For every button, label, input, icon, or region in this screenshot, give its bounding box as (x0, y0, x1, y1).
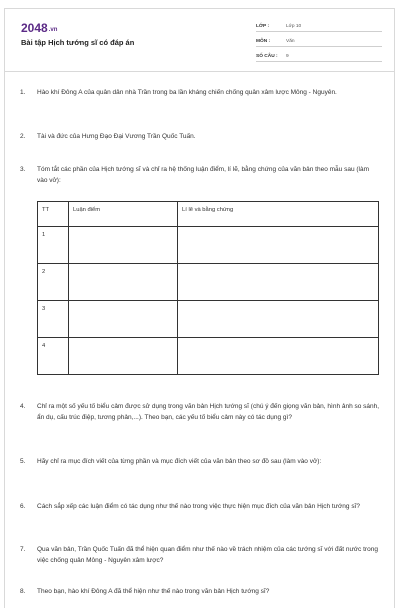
table-cell-index: 4 (38, 338, 69, 375)
question-2: 2. Tài và đức của Hưng Đạo Đại Vương Trần Quốc Tuấn. (20, 133, 196, 140)
table-header-argument: Luận điểm (69, 202, 178, 227)
question-5: 5. Hãy chỉ ra mục đích viết của từng phần và mục đích viết của văn bản theo sơ đồ sau (làm vào vở): (20, 458, 322, 465)
document-title: Bài tập Hịch tướng sĩ có đáp án (21, 38, 135, 47)
table-cell-argument[interactable] (69, 227, 178, 264)
header-divider (5, 71, 394, 72)
question-3: 3. Tóm tắt các phần của Hịch tướng sĩ và chỉ ra hệ thống luận điểm, lí lẽ, bằng chứng của văn bản theo mẫu sau (làm vào vở): (20, 166, 370, 184)
table-header-row (38, 202, 379, 227)
argument-table (37, 201, 379, 375)
table-cell-argument[interactable] (69, 301, 178, 338)
table-cell-argument[interactable] (69, 264, 178, 301)
table-row (38, 301, 379, 338)
table-cell-evidence[interactable] (178, 264, 379, 301)
table-row (38, 264, 379, 301)
question-4: 4. Chỉ ra một số yếu tố biểu cảm được sử dụng trong văn bản Hịch tướng sĩ (chú ý đến giọng văn bản, hình ảnh so sánh, ẩn dụ, cấu trúc điệp, tương phản,...). Theo bạn, các yếu tố biểu cảm này có tác dụng gì? (20, 403, 380, 421)
table-row (38, 338, 379, 375)
document-meta (256, 19, 382, 64)
document-header (5, 9, 394, 69)
question-8: 8. Theo bạn, hào khí Đông A đã thể hiện như thế nào trong văn bản Hịch tướng sĩ? (20, 588, 270, 595)
meta-question-count: SỐ CÂU : 9 (256, 49, 382, 62)
question-6: 6. Cách sắp xếp các luận điểm có tác dụng như thế nào trong việc thực hiện mục đích của văn bản Hịch tướng sĩ? (20, 503, 361, 510)
table-cell-argument[interactable] (69, 338, 178, 375)
table-cell-evidence[interactable] (178, 227, 379, 264)
table-header-evidence: Lí lẽ và bằng chứng (178, 202, 379, 227)
table-cell-index: 2 (38, 264, 69, 301)
table-cell-index: 1 (38, 227, 69, 264)
table-cell-index: 3 (38, 301, 69, 338)
table-row (38, 227, 379, 264)
table-header-tt: TT (38, 202, 69, 227)
table-cell-evidence[interactable] (178, 301, 379, 338)
meta-subject: MÔN : Văn (256, 34, 382, 47)
meta-class: LỚP : Lớp 10 (256, 19, 382, 32)
site-logo[interactable]: 2048.vn (21, 21, 58, 35)
question-1: 1. Hào khí Đông A của quân dân nhà Trần trong ba lần kháng chiến chống quân xâm lược Mông - Nguyên. (20, 89, 337, 96)
table-cell-evidence[interactable] (178, 338, 379, 375)
question-7: 7. Qua văn bản, Trần Quốc Tuấn đã thể hiện quan điểm như thế nào về trách nhiệm của các tướng sĩ với đất nước trong việc chống quân Mông - Nguyên xâm lược? (20, 546, 378, 564)
